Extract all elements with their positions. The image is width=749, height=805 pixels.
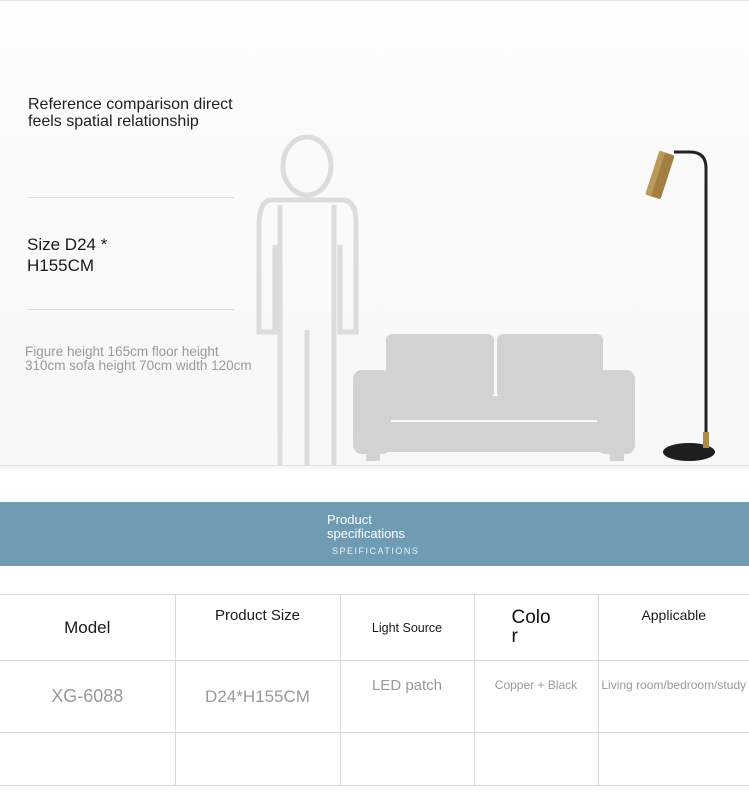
spec-subtitle: SPEIFICATIONS [332,546,420,556]
empty-cell [175,733,340,786]
header-model: Model [0,595,175,661]
size-text: Size D24 * H155CM [27,235,108,275]
empty-cell [0,733,175,786]
table-row [0,661,749,733]
header-applicable: Applicable [598,595,749,661]
table-row-empty [0,733,749,786]
sofa-icon [353,334,635,461]
header-color-label: Colo r [511,606,551,647]
person-silhouette-icon [259,137,356,465]
reference-comparison-text: Reference comparison direct feels spatial relationship [28,96,233,130]
header-product-size: Product Size [175,595,340,661]
cell-color: Copper + Black [474,661,598,733]
figure-dimensions-text: Figure height 165cm floor height 310cm sofa height 70cm width 120cm [25,344,252,373]
cell-model: XG-6088 [0,661,175,733]
cell-applicable: Living room/bedroom/study [598,661,749,733]
cell-light-source: LED patch [340,661,474,733]
empty-cell [474,733,598,786]
empty-cell [598,733,749,786]
table-header-row [0,595,749,661]
spec-title: Product specifications [327,512,406,541]
header-light-source: Light Source [340,595,474,661]
empty-cell [340,733,474,786]
floor-line [0,465,749,466]
header-color [474,595,598,661]
floor-lamp-icon [645,151,715,461]
spec-table [0,594,749,786]
cell-product-size: D24*H155CM [175,661,340,733]
